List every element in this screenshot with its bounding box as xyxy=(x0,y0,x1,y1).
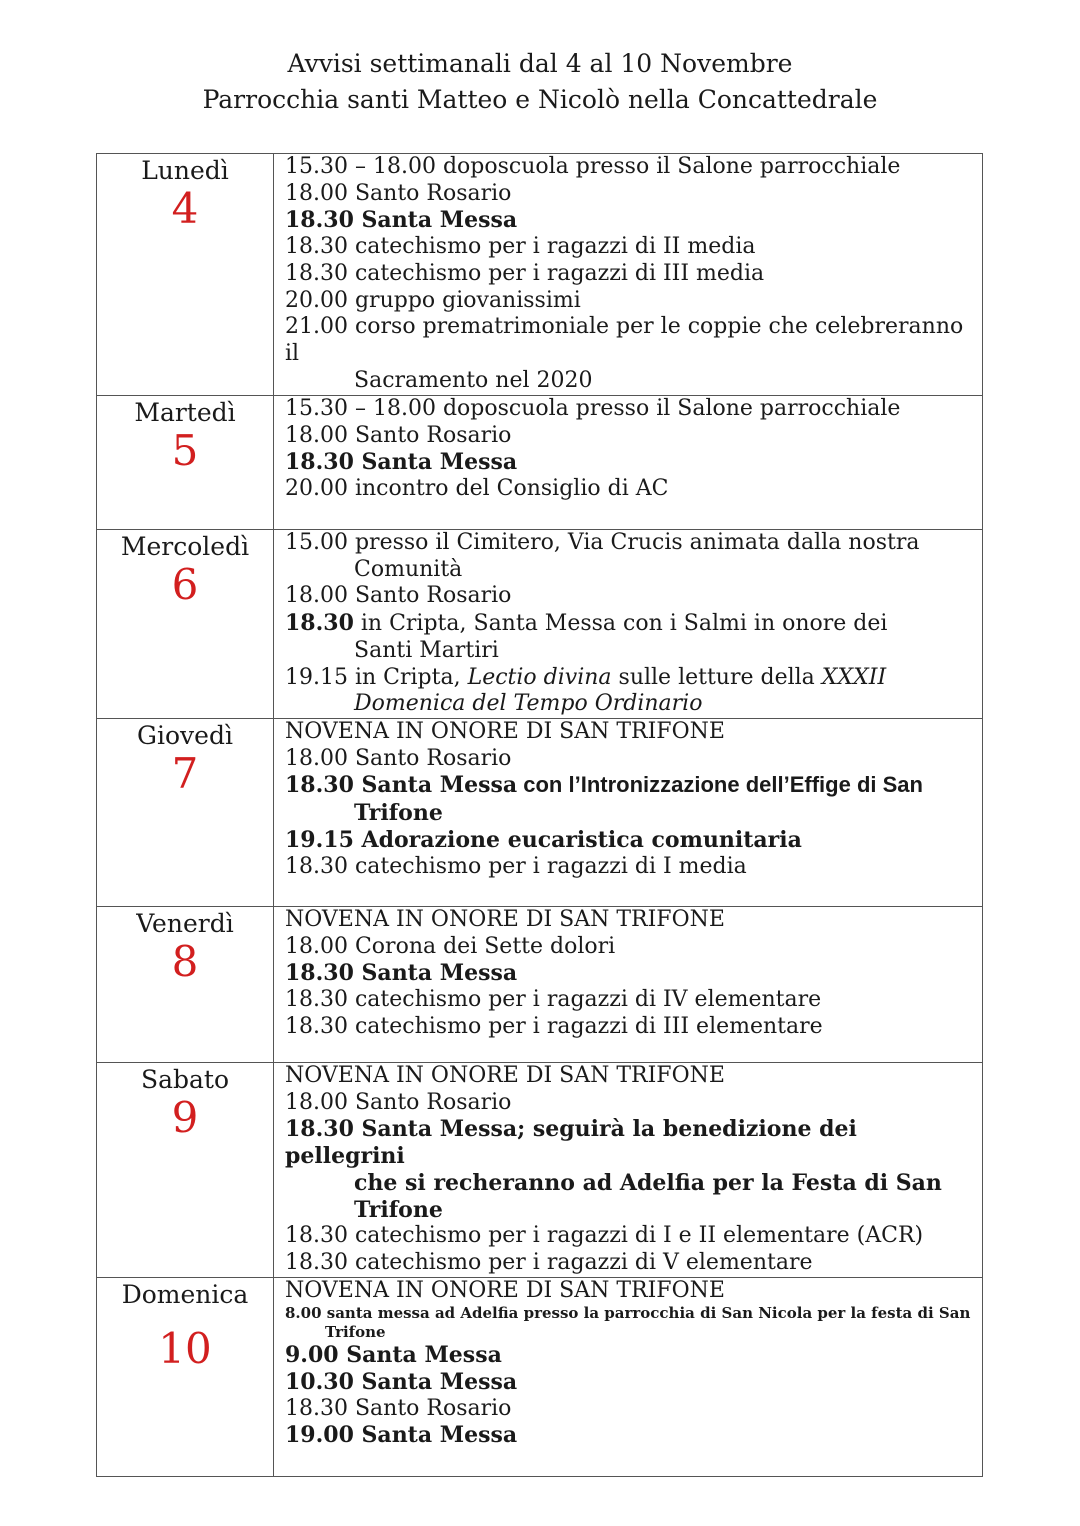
event-line: 9.00 Santa Messa xyxy=(285,1342,502,1369)
event-line: 18.00 Corona dei Sette dolori xyxy=(285,933,616,959)
day-number: 4 xyxy=(171,184,199,233)
day-cell xyxy=(97,719,274,907)
event-line xyxy=(285,1116,982,1223)
day-name: Martedì xyxy=(134,398,236,427)
event-line: 20.00 gruppo giovanissimi xyxy=(285,287,581,313)
event-title: 18.30 Santa Messa xyxy=(285,772,518,799)
event-line: 18.30 catechismo per i ragazzi di III elementare xyxy=(285,1013,823,1039)
day-row-venerdi xyxy=(97,907,983,1063)
day-row-sabato xyxy=(97,1063,983,1278)
day-name: Mercoledì xyxy=(120,532,250,561)
header-subtitle: Parrocchia santi Matteo e Nicolò nella Concattedrale xyxy=(202,85,878,114)
event-line: 18.00 Santo Rosario xyxy=(285,1089,512,1115)
page-header xyxy=(0,46,1080,118)
event-line: 15.30 – 18.00 doposcuola presso il Salone parrocchiale xyxy=(285,396,901,421)
event-text: 8.00 santa messa ad Adelfia presso la parrocchia di San Nicola per la festa di San xyxy=(285,1304,971,1323)
events-cell xyxy=(274,396,983,530)
header-title: Avvisi settimanali dal 4 al 10 Novembre xyxy=(287,49,793,78)
event-continuation: Trifone xyxy=(354,1196,443,1223)
event-continuation: Sacramento nel 2020 xyxy=(354,367,593,393)
events-cell xyxy=(274,530,983,719)
event-continuation: Santi Martiri xyxy=(354,637,499,663)
day-cell xyxy=(97,1277,274,1476)
event-line: 10.30 Santa Messa xyxy=(285,1369,518,1396)
day-number: 7 xyxy=(171,749,199,798)
event-line: 18.30 Santa Messa xyxy=(285,449,518,476)
event-text: sulle letture della xyxy=(611,664,822,690)
day-cell xyxy=(97,530,274,719)
event-line: NOVENA IN ONORE DI SAN TRIFONE xyxy=(285,719,725,744)
event-italic: XXXII xyxy=(821,664,887,690)
event-line: 19.00 Santa Messa xyxy=(285,1422,518,1449)
day-number: 6 xyxy=(171,560,199,609)
events-cell xyxy=(274,907,983,1063)
event-line: 18.30 Santa Messa xyxy=(285,960,518,987)
day-number: 9 xyxy=(171,1093,199,1142)
event-line: 18.30 Santo Rosario xyxy=(285,1395,512,1421)
event-line: 18.30 catechismo per i ragazzi di I e II elementare (ACR) xyxy=(285,1223,924,1249)
day-name: Venerdì xyxy=(136,909,234,938)
day-row-domenica xyxy=(97,1277,983,1476)
event-line: NOVENA IN ONORE DI SAN TRIFONE xyxy=(285,907,725,932)
event-line: 18.00 Santo Rosario xyxy=(285,422,512,448)
day-name: Domenica xyxy=(121,1279,249,1309)
event-line: 18.00 Santo Rosario xyxy=(285,745,512,771)
event-line: NOVENA IN ONORE DI SAN TRIFONE xyxy=(285,1063,725,1088)
day-row-giovedi xyxy=(97,719,983,907)
event-continuation: che si recheranno ad Adelfia per la Festa di San xyxy=(354,1169,942,1196)
event-line: NOVENA IN ONORE DI SAN TRIFONE xyxy=(285,1277,725,1303)
event-line: 18.00 Santo Rosario xyxy=(285,583,512,609)
event-line: 18.30 catechismo per i ragazzi di II media xyxy=(285,234,756,260)
events-cell xyxy=(274,1277,983,1476)
event-text: 19.15 in Cripta, xyxy=(285,664,468,690)
event-line: 18.30 catechismo per i ragazzi di IV elementare xyxy=(285,987,822,1013)
event-continuation: Domenica del Tempo Ordinario xyxy=(354,691,703,717)
event-line xyxy=(285,772,982,826)
day-number: 10 xyxy=(158,1323,212,1373)
day-cell xyxy=(97,907,274,1063)
day-cell xyxy=(97,1063,274,1278)
day-row-martedi xyxy=(97,396,983,530)
event-line: 20.00 incontro del Consiglio di AC xyxy=(285,476,669,502)
event-text: 18.30 Santa Messa; seguirà la benedizione dei pellegrini xyxy=(285,1116,857,1170)
event-text: in Cripta, Santa Messa con i Salmi in onore dei xyxy=(353,611,888,637)
day-cell xyxy=(97,396,274,530)
event-text: 21.00 corso prematrimoniale per le coppie che celebreranno il xyxy=(285,314,964,366)
event-time: 18.30 xyxy=(285,610,354,637)
event-line: 18.00 Santo Rosario xyxy=(285,180,512,206)
event-line xyxy=(285,314,982,394)
day-name: Sabato xyxy=(140,1065,230,1094)
day-name: Giovedì xyxy=(137,721,233,750)
event-continuation: Comunità xyxy=(354,556,463,582)
event-line: 15.30 – 18.00 doposcuola presso il Salone parrocchiale xyxy=(285,154,901,179)
events-cell xyxy=(274,719,983,907)
event-italic: Lectio divina xyxy=(467,664,612,690)
event-line xyxy=(285,610,982,664)
day-number: 5 xyxy=(171,426,199,475)
event-line xyxy=(285,530,982,583)
event-line: 18.30 catechismo per i ragazzi di III media xyxy=(285,260,765,286)
event-line: 18.30 catechismo per i ragazzi di V elementare xyxy=(285,1249,813,1275)
event-line: 19.15 Adorazione eucaristica comunitaria xyxy=(285,826,802,853)
event-continuation: Trifone xyxy=(325,1323,386,1342)
event-continuation: Trifone xyxy=(354,800,443,827)
event-line: 18.30 Santa Messa xyxy=(285,207,518,234)
day-cell xyxy=(97,154,274,396)
event-text: 15.00 presso il Cimitero, Via Crucis animata dalla nostra xyxy=(285,530,920,555)
events-cell xyxy=(274,1063,983,1278)
event-line xyxy=(285,665,982,718)
event-text: con l’Intronizzazione dell’Effige di San xyxy=(517,772,923,798)
day-number: 8 xyxy=(171,937,199,986)
events-cell xyxy=(274,154,983,396)
day-row-mercoledi xyxy=(97,530,983,719)
event-line xyxy=(285,1304,982,1342)
day-row-lunedi xyxy=(97,154,983,396)
day-name: Lunedì xyxy=(141,156,229,185)
weekly-schedule-table xyxy=(96,153,983,1477)
event-line: 18.30 catechismo per i ragazzi di I media xyxy=(285,853,747,879)
